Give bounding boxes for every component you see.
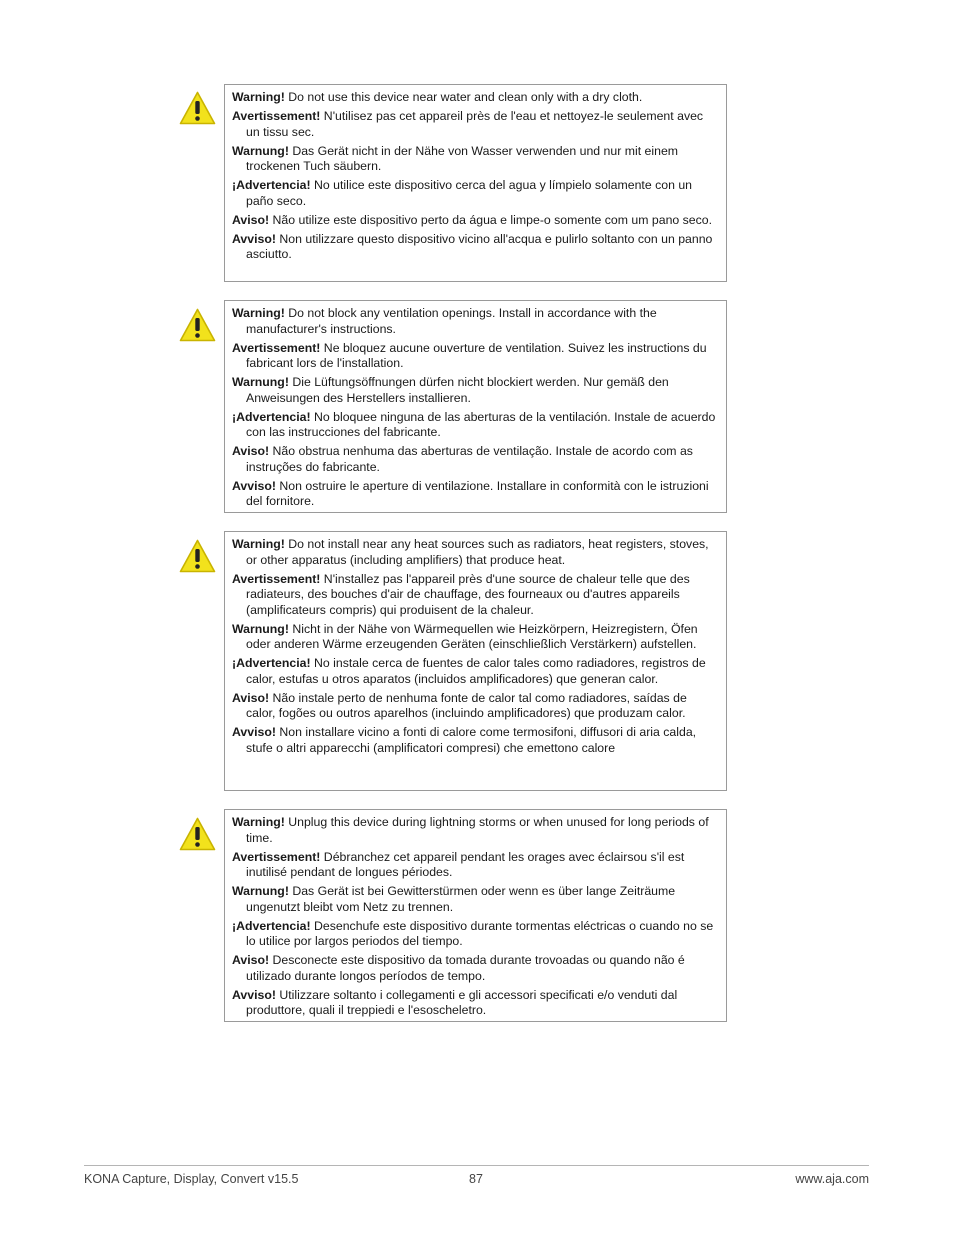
warning-entry-pt: Aviso! Não utilize este dispositivo perto da água e limpe-o somente com um pano seco. [232, 212, 713, 227]
warning-triangle-icon [179, 308, 216, 342]
warning-entry-fr: Avertissement! Ne bloquez aucune ouverture de ventilation. Suivez les instructions du fabricant lors de l'installation. [232, 340, 707, 371]
warning-entry-it: Avviso! Non utilizzare questo dispositivo vicino all'acqua e pulirlo soltanto con un panno asciutto. [232, 231, 713, 262]
warning-entry-it: Avviso! Non installare vicino a fonti di calore come termosifoni, diffusori di aria calda, stufe o altri apparecchi (amplificatori compresi) che emettono calore [232, 725, 697, 755]
warning-box-lightning [224, 809, 727, 1022]
warning-entry-pt: Aviso! Não obstrua nenhuma das aberturas de ventilação. Instale de acordo com as instruções do fabricante. [232, 444, 693, 474]
warning-entry-fr: Avertissement! N'installez pas l'appareil près d'une source de chaleur telle que des radiateurs, des bouches d'air de chauffage, des fourneaux ou d'autres appareils (amplificateurs compris) qui produisent de la chaleur. [232, 571, 690, 617]
footer-website-link[interactable]: www.aja.com [795, 1172, 869, 1186]
warning-entry-es: ¡Advertencia! No instale cerca de fuentes de calor tales como radiadores, registros de calor, estufas u otros aparatos (incluidos amplificadores) que generan calor. [232, 656, 706, 686]
warning-entry-it: Avviso! Non ostruire le aperture di ventilazione. Installare in conformità con le istruzioni del fornitore. [232, 478, 709, 509]
warning-entry-de: Warnung! Die Lüftungsöffnungen dürfen nicht blockiert werden. Nur gemäß den Anweisungen des Herstellers installieren. [232, 375, 669, 405]
warning-entry-pt: Aviso! Desconecte este dispositivo da tomada durante trovoadas ou quando não é utilizado durante longos períodos de tempo. [232, 953, 685, 983]
warning-entry-fr: Avertissement! Débranchez cet appareil pendant les orages avec éclairsou s'il est inutilisé pendant de longues périodes. [232, 849, 685, 880]
warning-entry-en: Warning! Do not install near any heat sources such as radiators, heat registers, stoves, or other apparatus (including amplifiers) that produce heat. [232, 537, 709, 567]
warning-entry-de: Warnung! Das Gerät nicht in der Nähe von Wasser verwenden und nur mit einem trockenen Tuch säubern. [232, 143, 679, 174]
warning-entry-it: Avviso! Utilizzare soltanto i collegamenti e gli accessori specificati e/o venduti dal produttore, quali il treppiedi e l'esoscheletro. [232, 987, 678, 1018]
warning-entry-en: Warning! Do not use this device near water and clean only with a dry cloth. [232, 90, 643, 104]
footer-document-title: KONA Capture, Display, Convert v15.5 [84, 1172, 299, 1186]
footer-divider [84, 1165, 869, 1166]
warning-entry-es: ¡Advertencia! No utilice este dispositivo cerca del agua y límpielo solamente con un paño seco. [232, 178, 693, 208]
warning-entry-de: Warnung! Nicht in der Nähe von Wärmequellen wie Heizkörpern, Heizregistern, Öfen oder anderen Wärme erzeugenden Geräten (einschließlich Verstärkern) aufstellen. [232, 621, 698, 652]
warning-triangle-icon [179, 91, 216, 125]
warning-entry-en: Warning! Do not block any ventilation openings. Install in accordance with the manufacturer's instructions. [232, 306, 657, 336]
warning-triangle-icon [179, 539, 216, 573]
warning-entry-es: ¡Advertencia! Desenchufe este dispositivo durante tormentas eléctricas o cuando no se lo utilice por largos periodos del tiempo. [232, 918, 714, 949]
warning-box-water [224, 84, 727, 282]
warning-entry-es: ¡Advertencia! No bloquee ninguna de las aberturas de la ventilación. Instale de acuerdo con las instrucciones del fabricante. [232, 409, 716, 440]
warning-triangle-icon [179, 817, 216, 851]
warning-box-heat [224, 531, 727, 791]
footer-page-number: 87 [469, 1172, 483, 1186]
warning-box-ventilation [224, 300, 727, 513]
warning-entry-pt: Aviso! Não instale perto de nenhuma fonte de calor tal como radiadores, saídas de calor, fogões ou outros aparelhos (incluindo amplificadores) que produzam calor. [232, 690, 687, 721]
warning-entry-fr: Avertissement! N'utilisez pas cet appareil près de l'eau et nettoyez-le seulement avec un tissu sec. [232, 109, 704, 139]
warning-entry-de: Warnung! Das Gerät ist bei Gewitterstürmen oder wenn es über lange Zeiträume ungenutzt bleibt vom Netz zu trennen. [232, 884, 676, 914]
warning-entry-en: Warning! Unplug this device during lightning storms or when unused for long periods of time. [232, 815, 709, 845]
